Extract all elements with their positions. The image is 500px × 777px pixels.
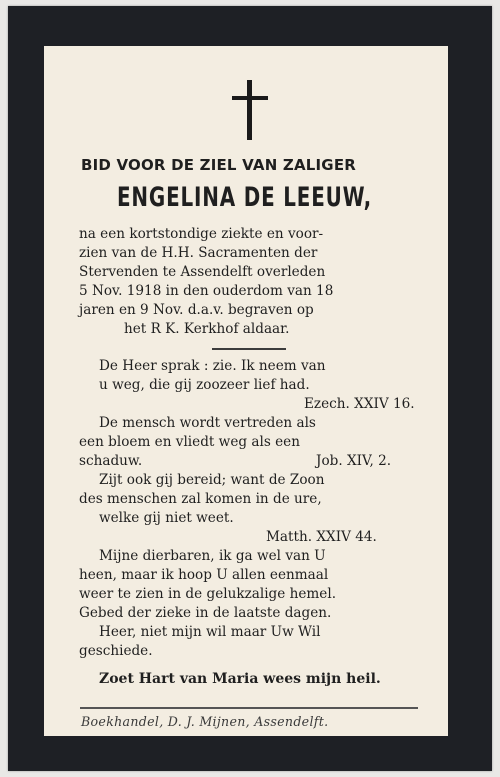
cross-icon xyxy=(230,80,270,142)
verse-line: een bloem en vliedt weg als een xyxy=(79,434,300,450)
verse-line: des menschen zal komen in de ure, xyxy=(79,491,322,507)
prayer-line: Gebed der zieke in de laatste dagen. xyxy=(79,605,332,621)
closing-prayer: Zoet Hart van Maria wees mijn heil. xyxy=(99,671,381,687)
deceased-name: ENGELINA DE LEEUW, xyxy=(117,182,373,213)
intro-line: na een kortstondige ziekte en voor- xyxy=(79,226,324,242)
memorial-card xyxy=(8,6,492,771)
verse-reference: Ezech. XXIV 16. xyxy=(304,396,415,412)
prayer-line: Mijne dierbaren, ik ga wel van U xyxy=(99,548,326,564)
verse-reference: Matth. XXIV 44. xyxy=(266,529,377,545)
prayer-line: geschiede. xyxy=(79,643,153,659)
intro-line: 5 Nov. 1918 in den ouderdom van 18 xyxy=(79,283,334,299)
card-paper xyxy=(44,46,448,736)
verse-line: De Heer sprak : zie. Ik neem van xyxy=(99,358,326,374)
verse-line: welke gij niet weet. xyxy=(99,510,234,526)
footer-rule xyxy=(80,707,418,709)
prayer-line: heen, maar ik hoop U allen eenmaal xyxy=(79,567,329,583)
header-text: BID VOOR DE ZIEL VAN ZALIGER xyxy=(81,156,357,174)
verse-line: Zijt ook gij bereid; want de Zoon xyxy=(99,472,325,488)
publisher-imprint: Boekhandel, D. J. Mijnen, Assendelft. xyxy=(81,714,329,729)
verse-line: u weg, die gij zoozeer lief had. xyxy=(99,377,310,393)
intro-line: jaren en 9 Nov. d.a.v. begraven op xyxy=(79,302,314,318)
verse-line: schaduw. xyxy=(79,453,143,469)
intro-line: zien van de H.H. Sacramenten der xyxy=(79,245,318,261)
intro-line: Stervenden te Assendelft overleden xyxy=(79,264,326,280)
verse-line: De mensch wordt vertreden als xyxy=(99,415,316,431)
intro-line: het R K. Kerkhof aldaar. xyxy=(124,321,290,337)
prayer-line: Heer, niet mijn wil maar Uw Wil xyxy=(99,624,321,640)
prayer-line: weer te zien in de gelukzalige hemel. xyxy=(79,586,337,602)
verse-reference: Job. XIV, 2. xyxy=(316,453,392,469)
divider xyxy=(212,348,286,350)
